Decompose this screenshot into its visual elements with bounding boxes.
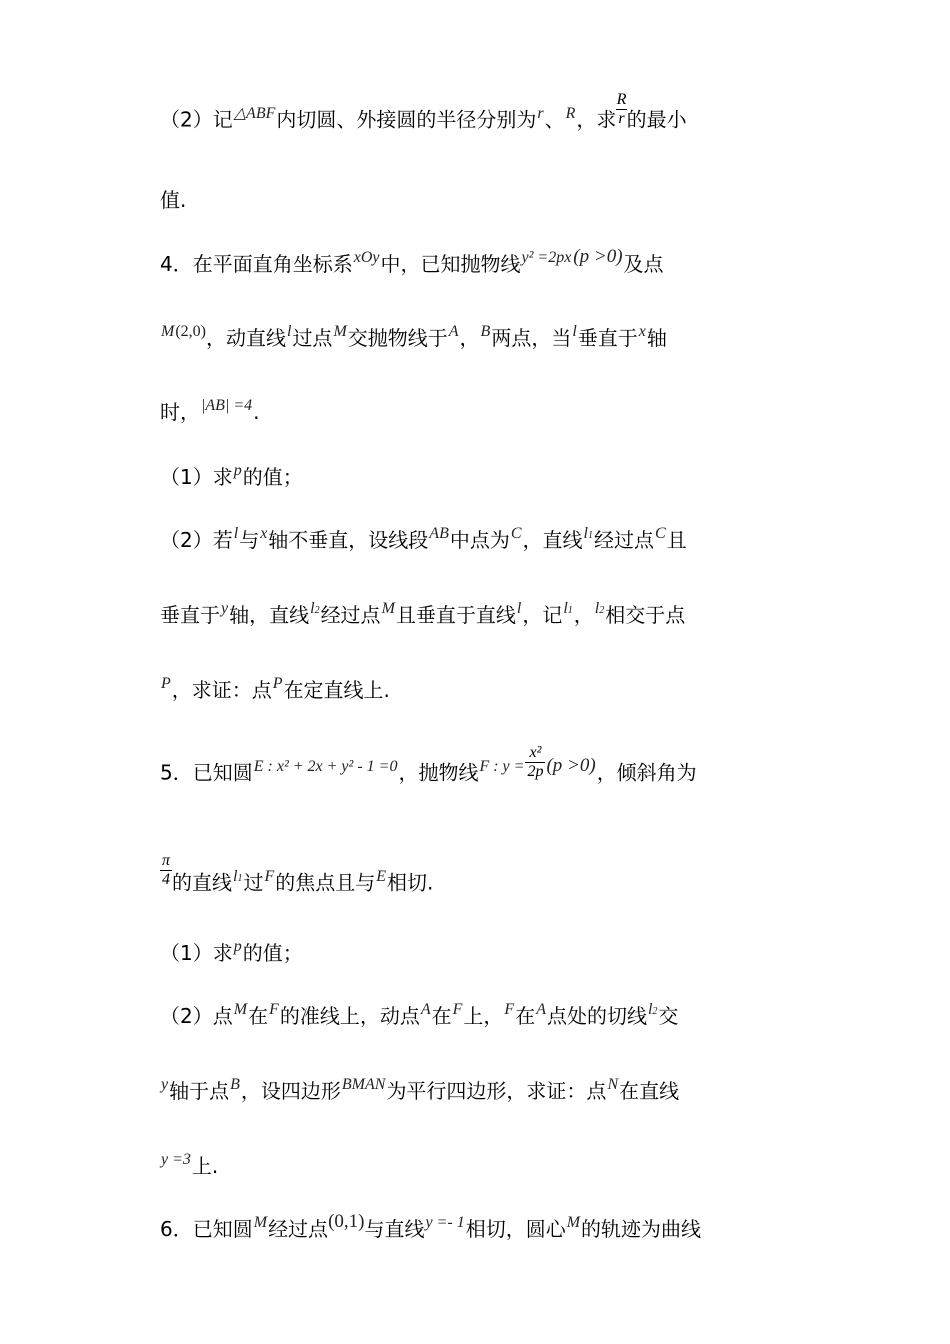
q5-line2 [160, 852, 434, 902]
text: 相切. [387, 870, 434, 895]
q4-part2-line3 [160, 675, 390, 702]
q3-part2-line2: 值. [160, 188, 187, 212]
var-B: B [480, 323, 491, 340]
text: 及点 [623, 252, 664, 276]
text: 两点，当 [491, 326, 572, 350]
text: （1）求 [160, 465, 233, 489]
var-M: M [566, 1214, 581, 1231]
text: ，记 [522, 603, 563, 627]
frac-num: x² [529, 744, 542, 761]
text: 过 [243, 870, 264, 895]
var-M: M [333, 323, 347, 340]
var-P: P [161, 675, 171, 692]
q3-part2-label: （2）记 [160, 107, 233, 132]
text: 轴 [646, 326, 667, 350]
text: 时， [160, 400, 200, 424]
var-A: A [448, 323, 459, 340]
q4-line1 [160, 246, 664, 276]
text: 上. [191, 1154, 219, 1178]
text: 、 [544, 107, 565, 132]
frac-num: R [616, 91, 627, 108]
var-C: C [654, 525, 666, 542]
l: l [233, 867, 238, 885]
var-P: P [272, 675, 283, 692]
var-F: F [452, 1001, 463, 1018]
text: 的最小 [626, 107, 687, 132]
text: 且 [666, 528, 687, 552]
point-coords: (2,0) [175, 323, 206, 340]
sub: 1 [567, 605, 573, 616]
text: 中，已知抛物线 [380, 252, 521, 276]
text: ，动直线 [205, 326, 286, 350]
var-M: M [253, 1214, 268, 1231]
text: 过点 [292, 326, 333, 350]
text: 交抛物线于 [347, 326, 448, 350]
triangle-abf: △ABF [233, 104, 276, 122]
coord-xOy: xOy [353, 249, 380, 266]
var-B: B [230, 1076, 240, 1093]
var-l1 [583, 525, 594, 542]
var-l: l [572, 323, 577, 340]
var-A: A [420, 1001, 431, 1018]
q5-part2-line2 [160, 1076, 680, 1103]
text: （2）点 [160, 1004, 233, 1028]
text: 在 [515, 1004, 536, 1028]
text: 的轨迹为曲线 [581, 1217, 702, 1241]
text: 相切，圆心 [465, 1217, 566, 1241]
frac-den: 2p [527, 762, 544, 780]
parabola-F: F : y = [479, 757, 525, 775]
var-l: l [233, 525, 239, 542]
sub: 1 [237, 872, 243, 884]
var-E: E [376, 867, 387, 885]
text: 内切圆、外接圆的半径分别为 [276, 107, 537, 132]
question-number: 6．已知圆 [160, 1217, 253, 1241]
var-p: p [233, 462, 242, 479]
var-M: M [233, 1001, 248, 1018]
line-y3: y =3 [161, 1151, 191, 1168]
q4-part1 [160, 462, 303, 489]
text: 与直线 [364, 1217, 425, 1241]
var-F: F [264, 867, 275, 885]
text: 经过点 [268, 1217, 329, 1241]
text: ， [573, 603, 594, 627]
q5-part1 [160, 938, 303, 965]
text: ， [459, 326, 480, 350]
text: （2）若 [160, 528, 233, 552]
var-C: C [510, 525, 522, 542]
point-coords: (0,1) [328, 1211, 365, 1232]
q5-part2-line3 [160, 1151, 219, 1178]
text: 的值； [242, 941, 303, 965]
frac-num: π [161, 852, 170, 869]
text: 上， [463, 1004, 504, 1028]
text: 在定直线上. [283, 678, 390, 702]
cond: (p >0) [546, 754, 596, 776]
var-M: M [381, 600, 395, 617]
text: ，直线 [522, 528, 583, 552]
text: 垂直于 [160, 603, 220, 627]
var-x: x [638, 323, 646, 340]
q6-line1 [160, 1211, 702, 1241]
var-R: R [565, 104, 576, 122]
q5-line1 [160, 744, 697, 792]
segment-AB: AB [429, 525, 449, 542]
text: 与 [239, 528, 260, 552]
parabola-eq: y² =2px [521, 249, 572, 266]
var-p: p [233, 938, 242, 955]
q4-line2 [160, 323, 667, 350]
text: 中点为 [449, 528, 510, 552]
frac-den: r [618, 109, 625, 127]
text: ，求证：点 [171, 678, 272, 702]
text: 且垂直于直线 [395, 603, 516, 627]
var-M: M [161, 323, 175, 340]
q4-part2-line2 [160, 600, 686, 627]
text: 交 [658, 1004, 679, 1028]
text: 的焦点且与 [275, 870, 376, 895]
var-N: N [607, 1076, 619, 1093]
text: 在 [431, 1004, 452, 1028]
l: l [583, 525, 588, 542]
var-y: y [221, 600, 229, 617]
text: ，设四边形 [240, 1079, 341, 1103]
var-l2 [647, 1001, 658, 1018]
q5-part2-line1 [160, 1001, 679, 1028]
text: ，求 [576, 107, 617, 132]
text: 的准线上，动点 [279, 1004, 420, 1028]
l: l [647, 1001, 653, 1018]
text: 在直线 [619, 1079, 680, 1103]
fraction-R-over-r [616, 91, 626, 127]
question-number: 4．在平面直角坐标系 [160, 252, 353, 276]
var-y: y [161, 1076, 169, 1093]
text: 在 [248, 1004, 269, 1028]
ab-length: |AB| =4 [201, 397, 253, 414]
text: ，抛物线 [398, 760, 479, 785]
text: （1）求 [160, 941, 233, 965]
var-l2 [309, 600, 320, 617]
sub: 2 [314, 605, 320, 616]
text: 相交于点 [605, 603, 686, 627]
circle-eq: E : x² + 2x + y² - 1 =0 [253, 757, 398, 775]
sub: 2 [599, 605, 605, 616]
q4-part2-line1 [160, 525, 687, 552]
text: 经过点 [320, 603, 381, 627]
fraction-x2-2p [525, 744, 545, 780]
text: 的直线 [172, 870, 232, 895]
var-l: l [516, 600, 522, 617]
question-number: 5．已知圆 [160, 760, 253, 785]
var-r: r [537, 104, 544, 122]
var-l1 [562, 600, 573, 617]
quad-BMAN: BMAN [341, 1076, 386, 1093]
fraction-pi-4 [160, 852, 172, 888]
q4-line3 [160, 397, 260, 424]
sub: 1 [587, 530, 593, 541]
var-l: l [286, 323, 292, 340]
var-F: F [269, 1001, 279, 1018]
text: . [253, 400, 260, 424]
var-F: F [504, 1001, 515, 1018]
text: 垂直于 [577, 326, 638, 350]
text: 轴于点 [169, 1079, 230, 1103]
text: 轴不垂直，设线段 [268, 528, 429, 552]
text: 点处的切线 [546, 1004, 647, 1028]
l: l [310, 600, 315, 617]
text: 经过点 [593, 528, 654, 552]
text: 的值； [242, 465, 303, 489]
cond: (p >0) [573, 246, 623, 267]
line-eq: y =- 1 [425, 1214, 465, 1231]
l: l [594, 600, 600, 617]
text: 轴，直线 [229, 603, 310, 627]
l: l [563, 600, 568, 617]
var-x: x [260, 525, 268, 542]
text: ，倾斜角为 [596, 760, 697, 785]
sub: 2 [652, 1006, 658, 1017]
text: 为平行四边形，求证：点 [386, 1079, 607, 1103]
var-l2 [594, 600, 605, 617]
frac-den: 4 [162, 870, 170, 888]
var-A: A [536, 1001, 546, 1018]
q3-part2-line1 [160, 91, 687, 139]
var-l1 [232, 868, 243, 885]
